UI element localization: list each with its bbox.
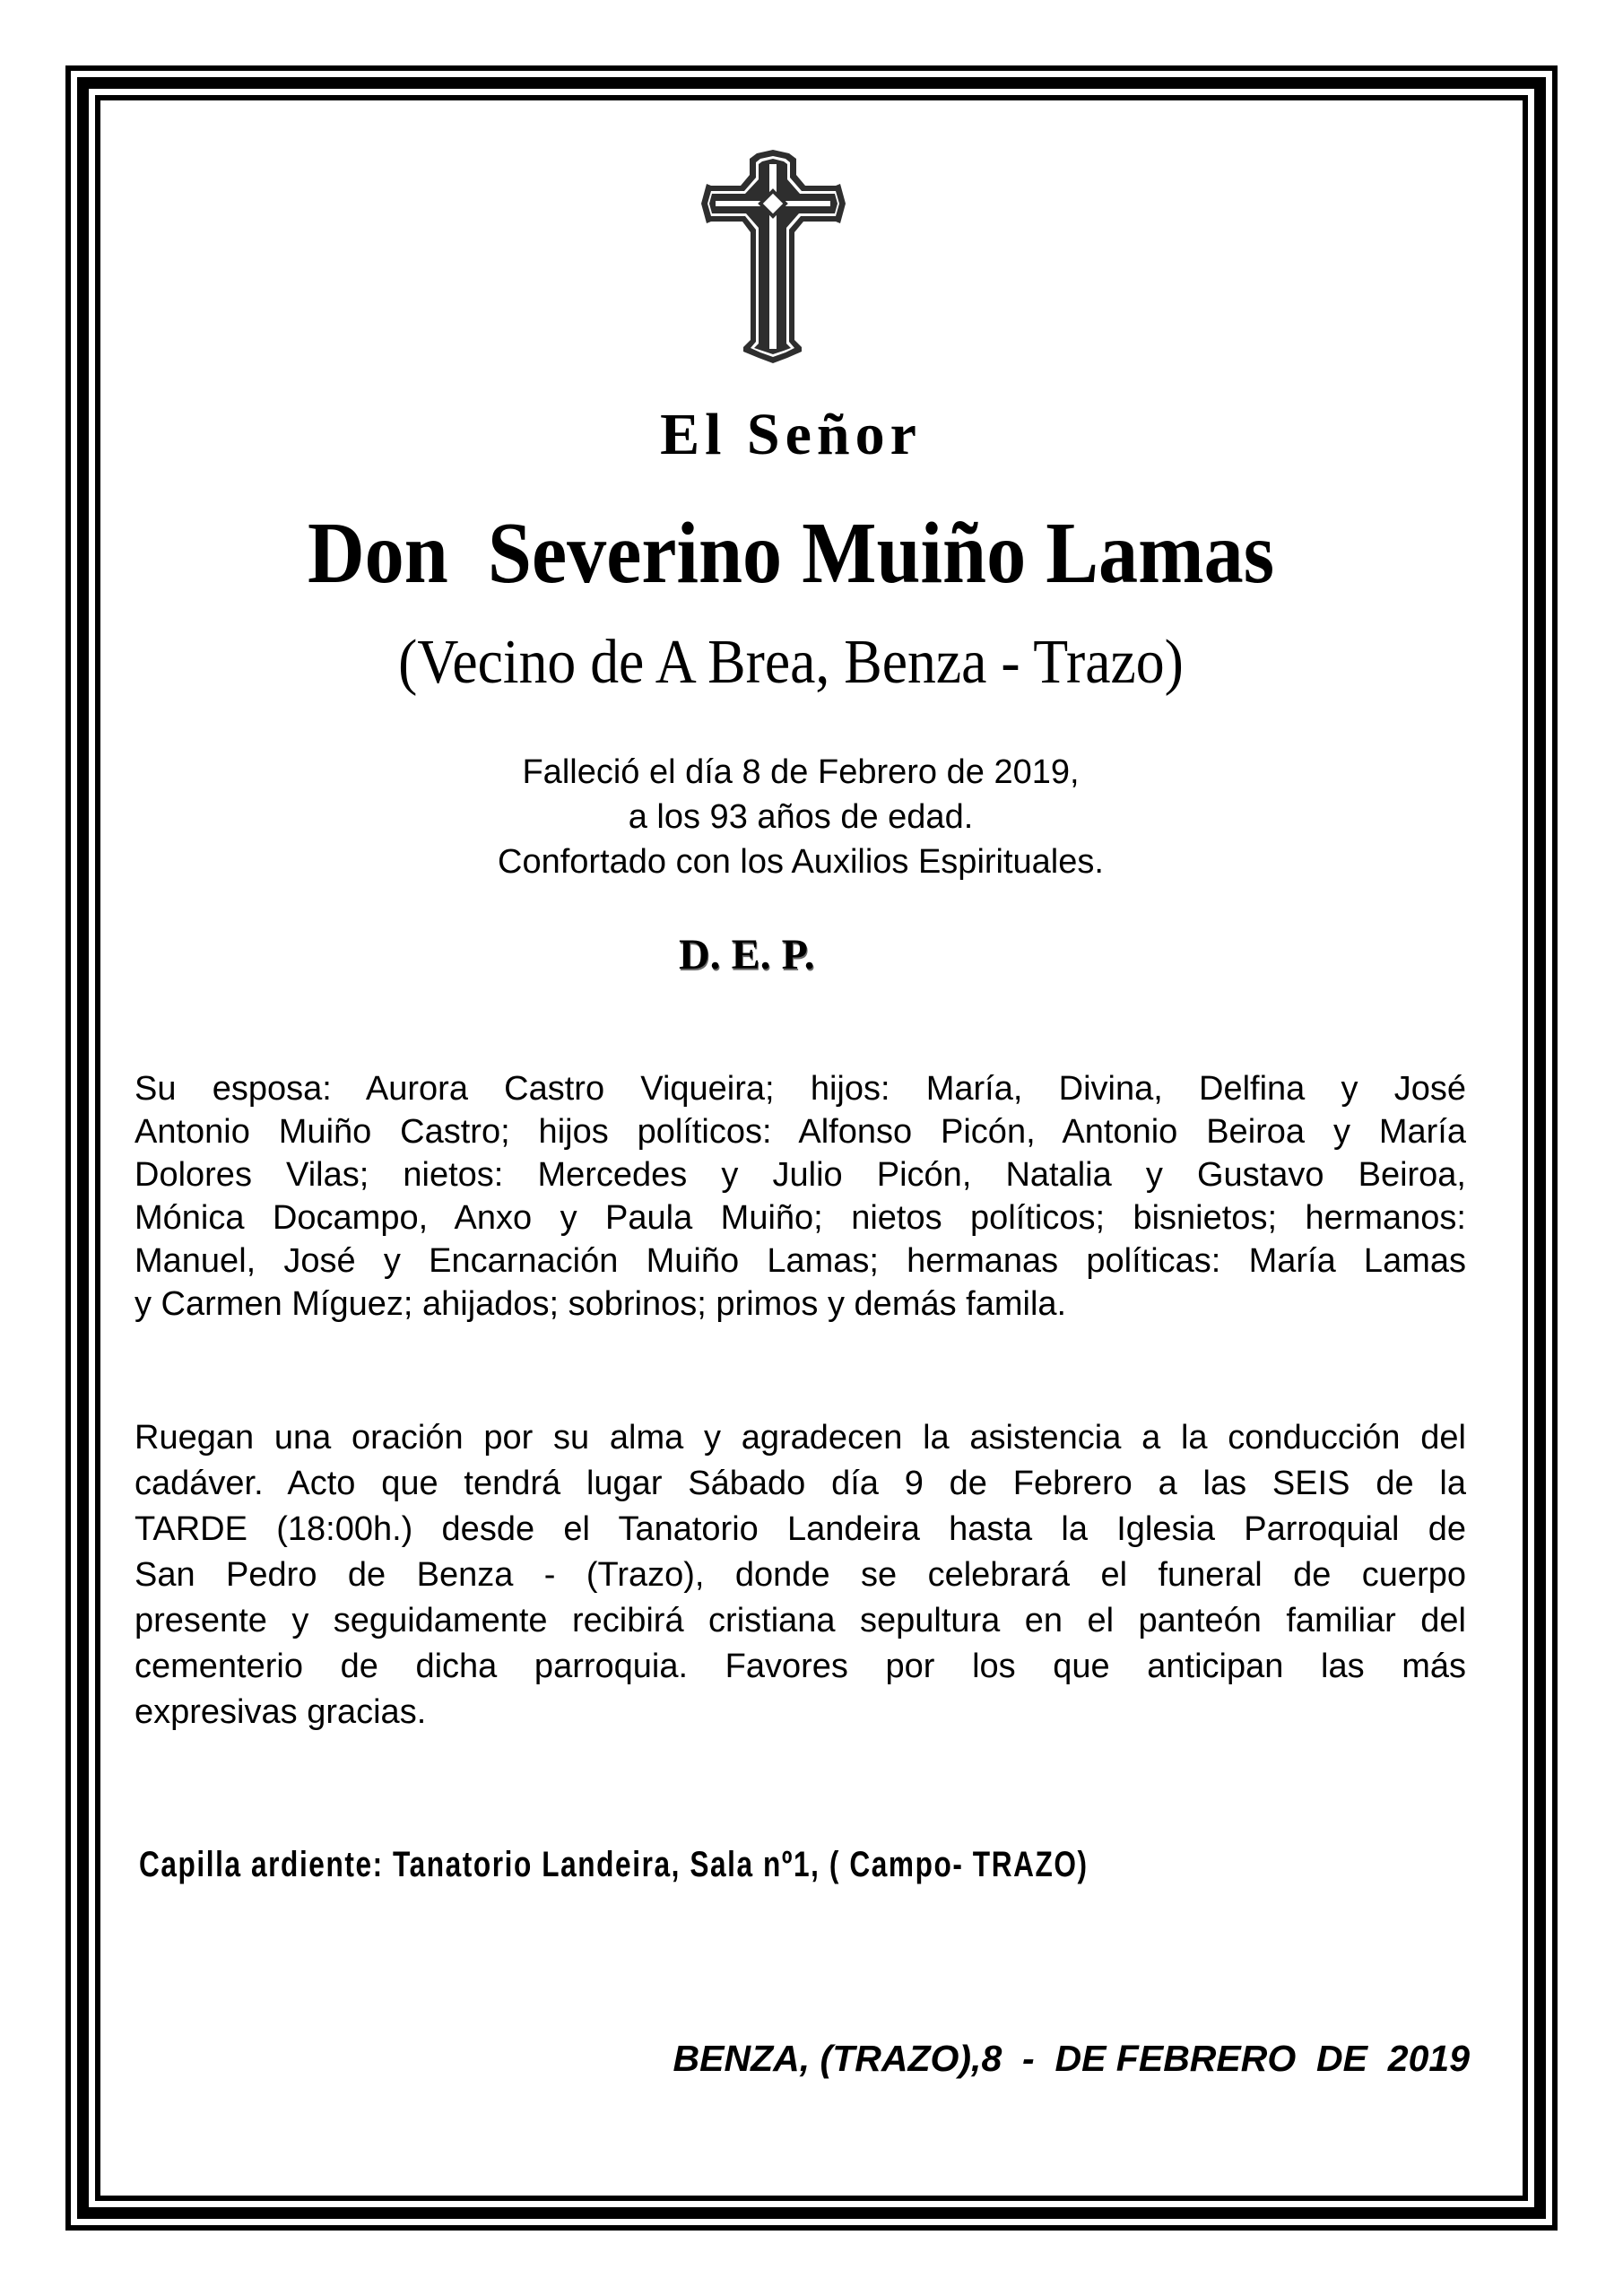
family-line: Manuel, José y Encarnación Muiño Lamas; hermanas políticas: María Lamas bbox=[135, 1242, 1466, 1280]
service-line: presente y seguidamente recibirá cristiana sepultura en el panteón familiar del bbox=[135, 1602, 1466, 1639]
deceased-name: Don Severino Muiño Lamas bbox=[307, 505, 1275, 602]
service-line: cadáver. Acto que tendrá lugar Sábado día 9 de Febrero a las SEIS de la bbox=[135, 1465, 1466, 1502]
dep-inscription: D. E. P. bbox=[679, 931, 815, 978]
family-line: Su esposa: Aurora Castro Viqueira; hijos: María, Divina, Delfina y José bbox=[135, 1070, 1466, 1108]
place-and-date: BENZA, (TRAZO),8 - DE FEBRERO DE 2019 bbox=[673, 2038, 1470, 2079]
family-paragraph bbox=[135, 1067, 1466, 1326]
family-line: y Carmen Míguez; ahijados; sobrinos; primos y demás famila. bbox=[135, 1285, 1067, 1323]
service-line: cementerio de dicha parroquia. Favores por los que anticipan las más bbox=[135, 1648, 1466, 1685]
cross-icon bbox=[701, 150, 846, 363]
service-line: expresivas gracias. bbox=[135, 1693, 427, 1731]
residence: (Vecino de A Brea, Benza - Trazo) bbox=[398, 628, 1184, 697]
service-line: San Pedro de Benza - (Trazo), donde se celebrará el funeral de cuerpo bbox=[135, 1556, 1466, 1594]
chapel-info: Capilla ardiente: Tanatorio Landeira, Sala nº1, ( Campo- TRAZO) bbox=[139, 1845, 1089, 1884]
death-notice-line: a los 93 años de edad. bbox=[628, 798, 974, 836]
service-paragraph bbox=[135, 1415, 1466, 1735]
death-notice bbox=[135, 750, 1467, 884]
salutation: El Señor bbox=[660, 402, 922, 467]
service-line: Ruegan una oración por su alma y agradecen la asistencia a la conducción del bbox=[135, 1419, 1466, 1457]
death-notice-line: Confortado con los Auxilios Espirituales. bbox=[498, 843, 1104, 881]
family-line: Antonio Muiño Castro; hijos políticos: Alfonso Picón, Antonio Beiroa y María bbox=[135, 1113, 1466, 1151]
death-notice-line: Falleció el día 8 de Febrero de 2019, bbox=[522, 753, 1080, 791]
service-line: TARDE (18:00h.) desde el Tanatorio Landeira hasta la Iglesia Parroquial de bbox=[135, 1510, 1466, 1548]
family-line: Mónica Docampo, Anxo y Paula Muiño; nietos políticos; bisnietos; hermanos: bbox=[135, 1199, 1466, 1237]
family-line: Dolores Vilas; nietos: Mercedes y Julio Picón, Natalia y Gustavo Beiroa, bbox=[135, 1156, 1466, 1194]
